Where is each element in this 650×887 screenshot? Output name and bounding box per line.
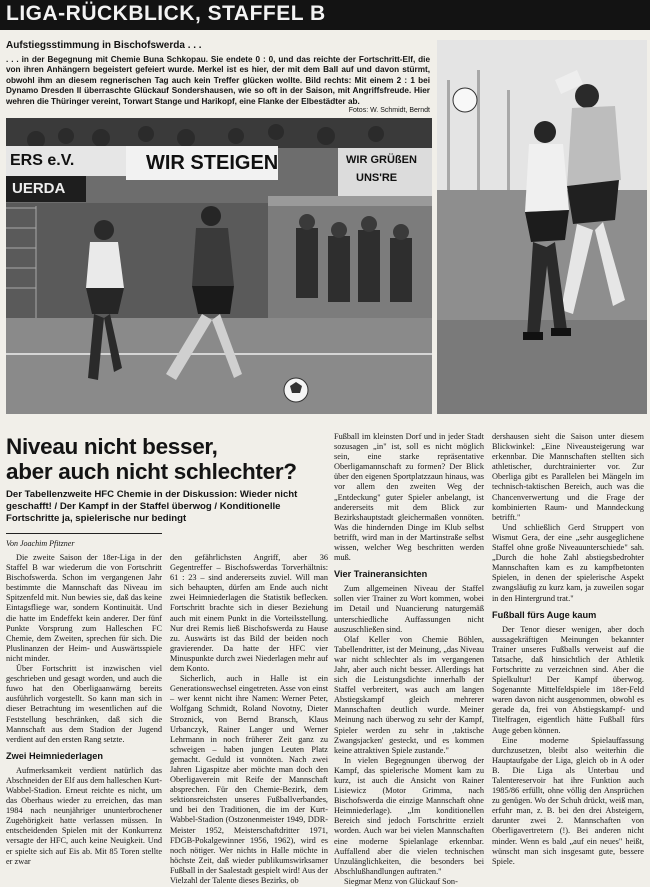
headline-line-2: aber auch nicht schlechter? bbox=[6, 459, 297, 484]
paragraph: In vielen Begegnungen überwog der Kampf, das spielerische Moment kam zu kurz, ist auch die Ansicht von Rainer Lisiewicz (Motor Grimma, nach Bischofswerda die einzige Mannschaft ohne Heimniederlage). „Im konditionellen Bereich sind jedoch Fortschritte erzielt worden. Auch war bei vielen Mannschaften eine moderne Spielanlage erkennbar. Auffallend aber die vielen technischen Unzulänglichkeiten, die besonders bei Abschlußhandlungen auftraten." bbox=[334, 755, 484, 876]
paragraph: Und schließlich Gerd Struppert von Wismut Gera, der eine „sehr ausgeglichene Staffel ohne große Niveauunterschiede" sah. „Durch die hohe Zahl abstiegsbedrohter Mannschaften kam es zu kampfbetonten Spielen, in denen der spielerische Aspekt zwangsläufig zu kurz kam, ja zuweilen sogar in den Hintergrund trat." bbox=[492, 522, 644, 603]
match-photo-sondershausen bbox=[437, 40, 647, 414]
paragraph: dershausen sieht die Saison unter diesem Blickwinkel: „Eine Niveausteigerung war erkennbar. Die Mannschaften stellten sich athletischer, durchtrainierter vor. Zur Oberliga gibt es Parallelen bei Mängeln im technisch-taktischen Bereich, auch was die Chancenverwertung und die Frage der kombinierten Raum- und Manndeckung betrifft." bbox=[492, 432, 644, 522]
article-subhead: Der Tabellenzweite HFC Chemie in der Diskussion: Wieder nicht geschafft! / Der Kampf in der Staffel überwog / Konditionelle Fortschritte ja, spielerische nur bedingt bbox=[6, 489, 298, 525]
article-column-3 bbox=[334, 432, 484, 887]
goalkeeper-photo-graphic bbox=[437, 40, 647, 414]
banner-left: ERS e.V. bbox=[10, 152, 75, 169]
banner-right-line1: WIR GRÜßEN bbox=[346, 154, 417, 166]
article-column-4 bbox=[492, 432, 644, 867]
byline: Von Joachim Pfitzner bbox=[6, 539, 75, 548]
article-column-1 bbox=[6, 553, 162, 867]
paragraph: Die zweite Saison der 18er-Liga in der Staffel B war wiederum die von Fortschritt Bischofswerda. Schon im vergangenen Jahr bestimmte die Mannschaft das Niveau im Spitzenfeld mit. Nun bewies sie, daß das keine Eintagsfliege war, sondern Kontinuität. Und die hatte im Endeffekt kein anderer. Der fünf Punkte Vorsprung zum Halleschen FC Chemie, dem Zweiten, sprechen für sich. Die Pluslinanzen der Heim- und Auswärtsspiele nicht minder. bbox=[6, 553, 162, 663]
section-heading: Fußball fürs Auge kaum bbox=[492, 609, 597, 620]
photo-caption: . . . in der Begegnung mit Chemie Buna Schkopau. Sie endete 0 : 0, und das reichte der Fortschritt-Elf, die von ihren Anhängern begeistert gefeiert wurde. Merkel ist es hier, der mit dem Ball auf und davon stürmt, obwohl ihm an diesem regnerischen Tag auch kein Treffer glücken wollte. Bild rechts: Mit einem 2 : 1 bei Dynamo Dresden II überraschte Glückauf Sondershausen, wie so oft in der Saison, mit Angriffsfreude. Hier wehren die Thüringer vereint, Torwart Stange und Harikopf, eine Flanke der Elbestädter ab. bbox=[6, 55, 430, 106]
paragraph: den gefährlichsten Angriff, aber 36 Gegentreffer – Bischofswerdas Torverhältnis: 61 : 23 – sind andererseits zuviel. Will man sich behaupten, dürfen am Ende auch nicht zwei Heimniederlagen die Statistik beflecken. Fortschritt brachte sich in dieser Beziehung auch mit einem Punkt in die Vorteilsstellung. Nur drei Remis ließ Bischofswerda zu Hause zu. Auswärts ist das Bild der beiden noch gravierender. Da hatte der HFC vier Minuspunkte durch zwei Niederlagen mehr auf dem Konto. bbox=[170, 553, 328, 674]
article-headline bbox=[6, 434, 332, 484]
paragraph: Der Tenor dieser wenigen, aber doch aussagekräftigen Meinungen bekannter Trainer unseres Fußballs verweist auf die Tatsache, daß hinsichtlich der Athletik Fortschritte zu verzeichnen sind. Aber die Spielkultur! Der Kampf überwog. Sogenannte Mittelfeldspiele im 18er-Feld waren davon nicht ausgenommen, obwohl es gerade da, frei von Abstiegskampf- und Titelfragen, eigentlich hätte Fußball fürs Auge geben können. bbox=[492, 624, 644, 735]
banner-wir-steigen: WIR STEIGEN bbox=[146, 152, 279, 174]
masthead bbox=[0, 0, 650, 30]
article-column-2 bbox=[170, 553, 328, 886]
banner-right-line2: UNS'RE bbox=[356, 172, 398, 184]
paragraph: Sicherlich, auch in Halle ist ein Generationswechsel eingetreten. Asse von einst – wer kennt nicht ihre Namen: Werner Peter, Wolfgang Schmidt, Roland Novotny, Dieter Stroznick, von Bernd Bransch, Klaus Urbanczyk, Rainer Langer und Werner Lehrmann in noch früherer Zeit ganz zu schweigen – haben jungen Leuten Platz gemacht. Geduld ist vonnöten. Nach zwei Jahren Ligaspitze aber möchte man doch den Oberligaverein mit Reife der Mannschaft absprechen. Für den Chemie-Bezirk, dem sektionsreichsten unseres Fußballverbandes, und bei den Traditionen, die im der Kurt-Wabbel-Stadion (Ostzonenmeister 1949, DDR-Meister 1952, Meisterschaftdritter 1971, FDGB-Pokalgewinner 1956, 1962), wird es noch nötiger. Wer nichts in Halle möchte in höchste Zeit, daß wieder publikumswirksamer Fußball in der Saalestadt gespielt wird! Aus der Vielzahl der Talente dieses Bezirks, ob bbox=[170, 674, 328, 885]
match-photo-bischofswerda bbox=[6, 118, 432, 414]
paragraph: Zum allgemeinen Niveau der Staffel sollen vier Trainer zu Wort kommen, wobei im Detail und Nuancierung naturgemäß unterschiedliche Auffassungen nicht auszuschließen sind. bbox=[334, 584, 484, 634]
photo-kicker: Aufstiegsstimmung in Bischofswerda . . . bbox=[6, 40, 202, 51]
banner-left-lower: UERDA bbox=[12, 180, 66, 197]
section-heading: Zwei Heimniederlagen bbox=[6, 750, 104, 761]
photo-credit: Fotos: W. Schmidt, Berndt bbox=[348, 107, 430, 114]
paragraph: Über Fortschritt ist inzwischen viel geschrieben und gesagt worden, und auch die fuwo hat den Oberligaanwärng bereits ausführlich vorgestellt. So kann man sich in dieser Betrachtung im wesentlichen auf die Feststellung beschränken, daß sich die Mannschaft aus dem Stadion der Jugend verdient auf den ersten Rang setzte. bbox=[6, 664, 162, 744]
section-heading: Vier Traineransichten bbox=[334, 569, 428, 580]
paragraph: Siegmar Menz von Glückauf Son- bbox=[344, 876, 458, 886]
paragraph: Fußball im kleinsten Dorf und in jeder Stadt sozusagen „in" ist, soll es nicht möglich sein, eine starke repräsentative Oberligamannschaft zu formen? Der Blick über den eigenen Sportplatzzaun hinaus, was vor allem den zweiten Weg der „Entdeckung" guter Spieler anbelangt, ist andererseits mit dem Blick zur Bezirkshauptstadt gleichermaßen vonnöten. Was die hindernden Dinge im Klub selbst betrifft, wird man in der Martinstraße selbst wissen, welcher Weg beschritten werden muß. bbox=[334, 432, 484, 563]
byline-rule bbox=[6, 533, 162, 534]
paragraph: Aufmerksamkeit verdient natürlich das Abschneiden der Elf aus dem halleschen Kurt-Wabbel-Stadion. Erneut reichte es nicht, um das Oberhaus wieder zu erreichen, das man 1984 nach neunjähriger ununterbrochener Zugehörigkeit hatte verlassen müssen. In entscheidenden Spielen mit der Konkurrenz versagte der HFC, auch keine Neuigkeit. Und er spielte sich auf Eis ab. Mit 85 Toren stellte er zwar bbox=[6, 765, 162, 866]
section-title: LIGA-RÜCKBLICK, STAFFEL B bbox=[6, 2, 326, 25]
paragraph: Eine moderne Spielauffassung durchzusetzen, bleibt also weiterhin die Hauptaufgabe der Liga, gleich ob in A oder B. Die Liga als Unterbau und Talentereservoir hat ihre Funktion auch 1985/86 erfüllt, ohne völlig den Ansprüchen zu genügen. Wo der Schuh drückt, weiß man, erfuhr man, z. B. bei den drei Absteigern, darunter zwei 2. Mannschaften von Oberligavertretern (!). Bei anderen nicht minder. Wenn es bald „auf ein neues" heißt, wünscht man sich insgesamt gute, bessere Spiele. bbox=[492, 735, 644, 866]
paragraph: Olaf Keller von Chemie Böhlen, Tabellendritter, ist der Meinung, „das Niveau war nicht schlechter als im vergangenen Jahr, aber auch nicht besser. Allerdings hat sich die Leistungsdichte innerhalb der Staffel verbreitert, was auch am langen Abstiegskampf gleich mehrerer Mannschaften deutlich wurde. Meiner Meinung nach überwog zu sehr der Kampf, Spieler werden zu sehr in ‚taktische Zwangsjacken' gesteckt, und es kommen keine attraktiven Spiele zustande." bbox=[334, 634, 484, 755]
headline-line-1: Niveau nicht besser, bbox=[6, 434, 218, 459]
